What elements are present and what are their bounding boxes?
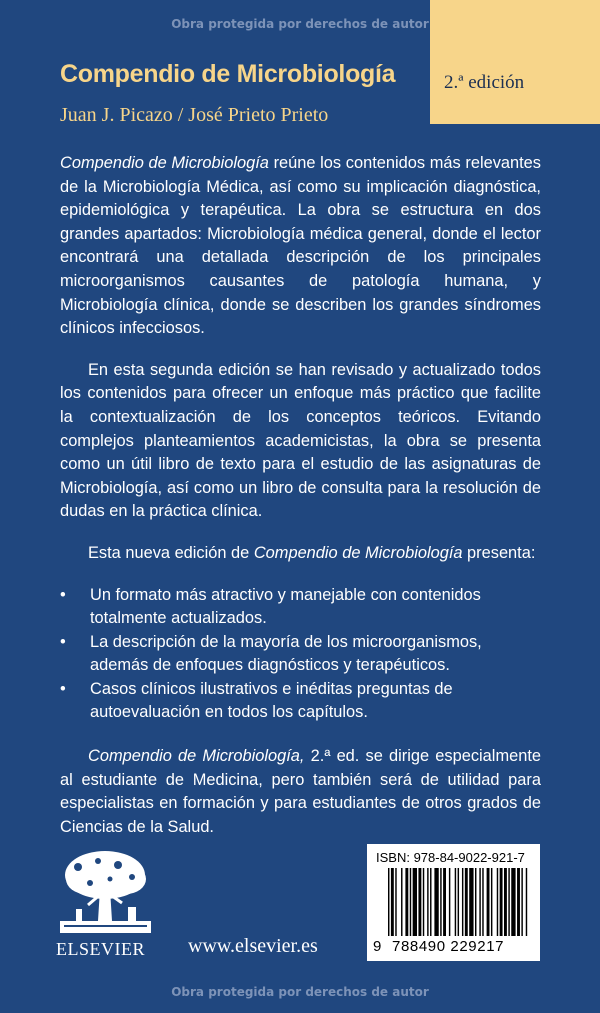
paragraph-presenta (60, 542, 541, 566)
presenta-after: presenta: (462, 543, 536, 562)
book-title: Compendio de Microbiología (60, 60, 396, 88)
presenta-emphasis: Compendio de Microbiología (253, 543, 463, 562)
list-item: • La descripción de la mayoría de los microorganismos, además de enfoques diagnósticos y terapéuticos. (60, 631, 541, 678)
blurb (60, 152, 541, 857)
list-item: • Casos clínicos ilustrativos e inéditas preguntas de autoevaluación en todos los capítulos. (60, 678, 541, 725)
watermark-top: Obra protegida por derechos de autor (171, 17, 429, 31)
paragraph-intro (60, 152, 541, 341)
closing-emphasis: Compendio de Microbiología, (88, 747, 305, 766)
publisher-url[interactable]: www.elsevier.es (188, 935, 318, 957)
edition-label: 2.ª edición (444, 72, 525, 93)
barcode-digits: 788490 229217 (392, 938, 505, 955)
features-list (60, 584, 541, 726)
book-authors: Juan J. Picazo / José Prieto Prieto (60, 104, 329, 126)
watermark-bottom: Obra protegida por derechos de autor (171, 985, 429, 999)
elsevier-tree-logo (58, 849, 153, 935)
isbn-label: ISBN: 978-84-9022-921-7 (376, 850, 525, 865)
closing-text: 2.ª ed. se dirige especialmente al estudiante de Medicina, pero también será de utilidad para especialistas en formación y para estudiantes de otros grados de Ciencias de la Salud. (60, 747, 541, 836)
paragraph-second-edition: En esta segunda edición se han revisado y actualizado todos los contenidos para ofrecer un enfoque más práctico que facilite la contextualización de los conceptos teóricos. Evitando complejos planteamientos academicistas, la obra se presenta como un útil libro de texto para el estudio de las asignaturas de Microbiología, así como un libro de consulta para la resolución de dudas en la práctica clínica. (60, 360, 541, 521)
intro-text: reúne los contenidos más relevantes de la Microbiología Médica, así como su implicación diagnóstica, epidemiológica y terapéutica. La obra se estructura en dos grandes apartados: Microbiología médica general, donde el lector encontrará una detallada descripción de los principales microorganismos causantes de patología humana, y Microbiología clínica, donde se describen los grandes síndromes clínicos infecciosos. (60, 154, 541, 338)
paragraph-closing (60, 745, 541, 839)
edition-box (430, 0, 600, 124)
publisher-name: ELSEVIER (56, 939, 145, 959)
presenta-before: Esta nueva edición de (88, 543, 254, 562)
barcode-first-digit: 9 (373, 938, 382, 955)
barcode (388, 868, 536, 936)
list-item: • Un formato más atractivo y manejable con contenidos totalmente actualizados. (60, 584, 541, 631)
intro-emphasis: Compendio de Microbiología (60, 154, 269, 172)
